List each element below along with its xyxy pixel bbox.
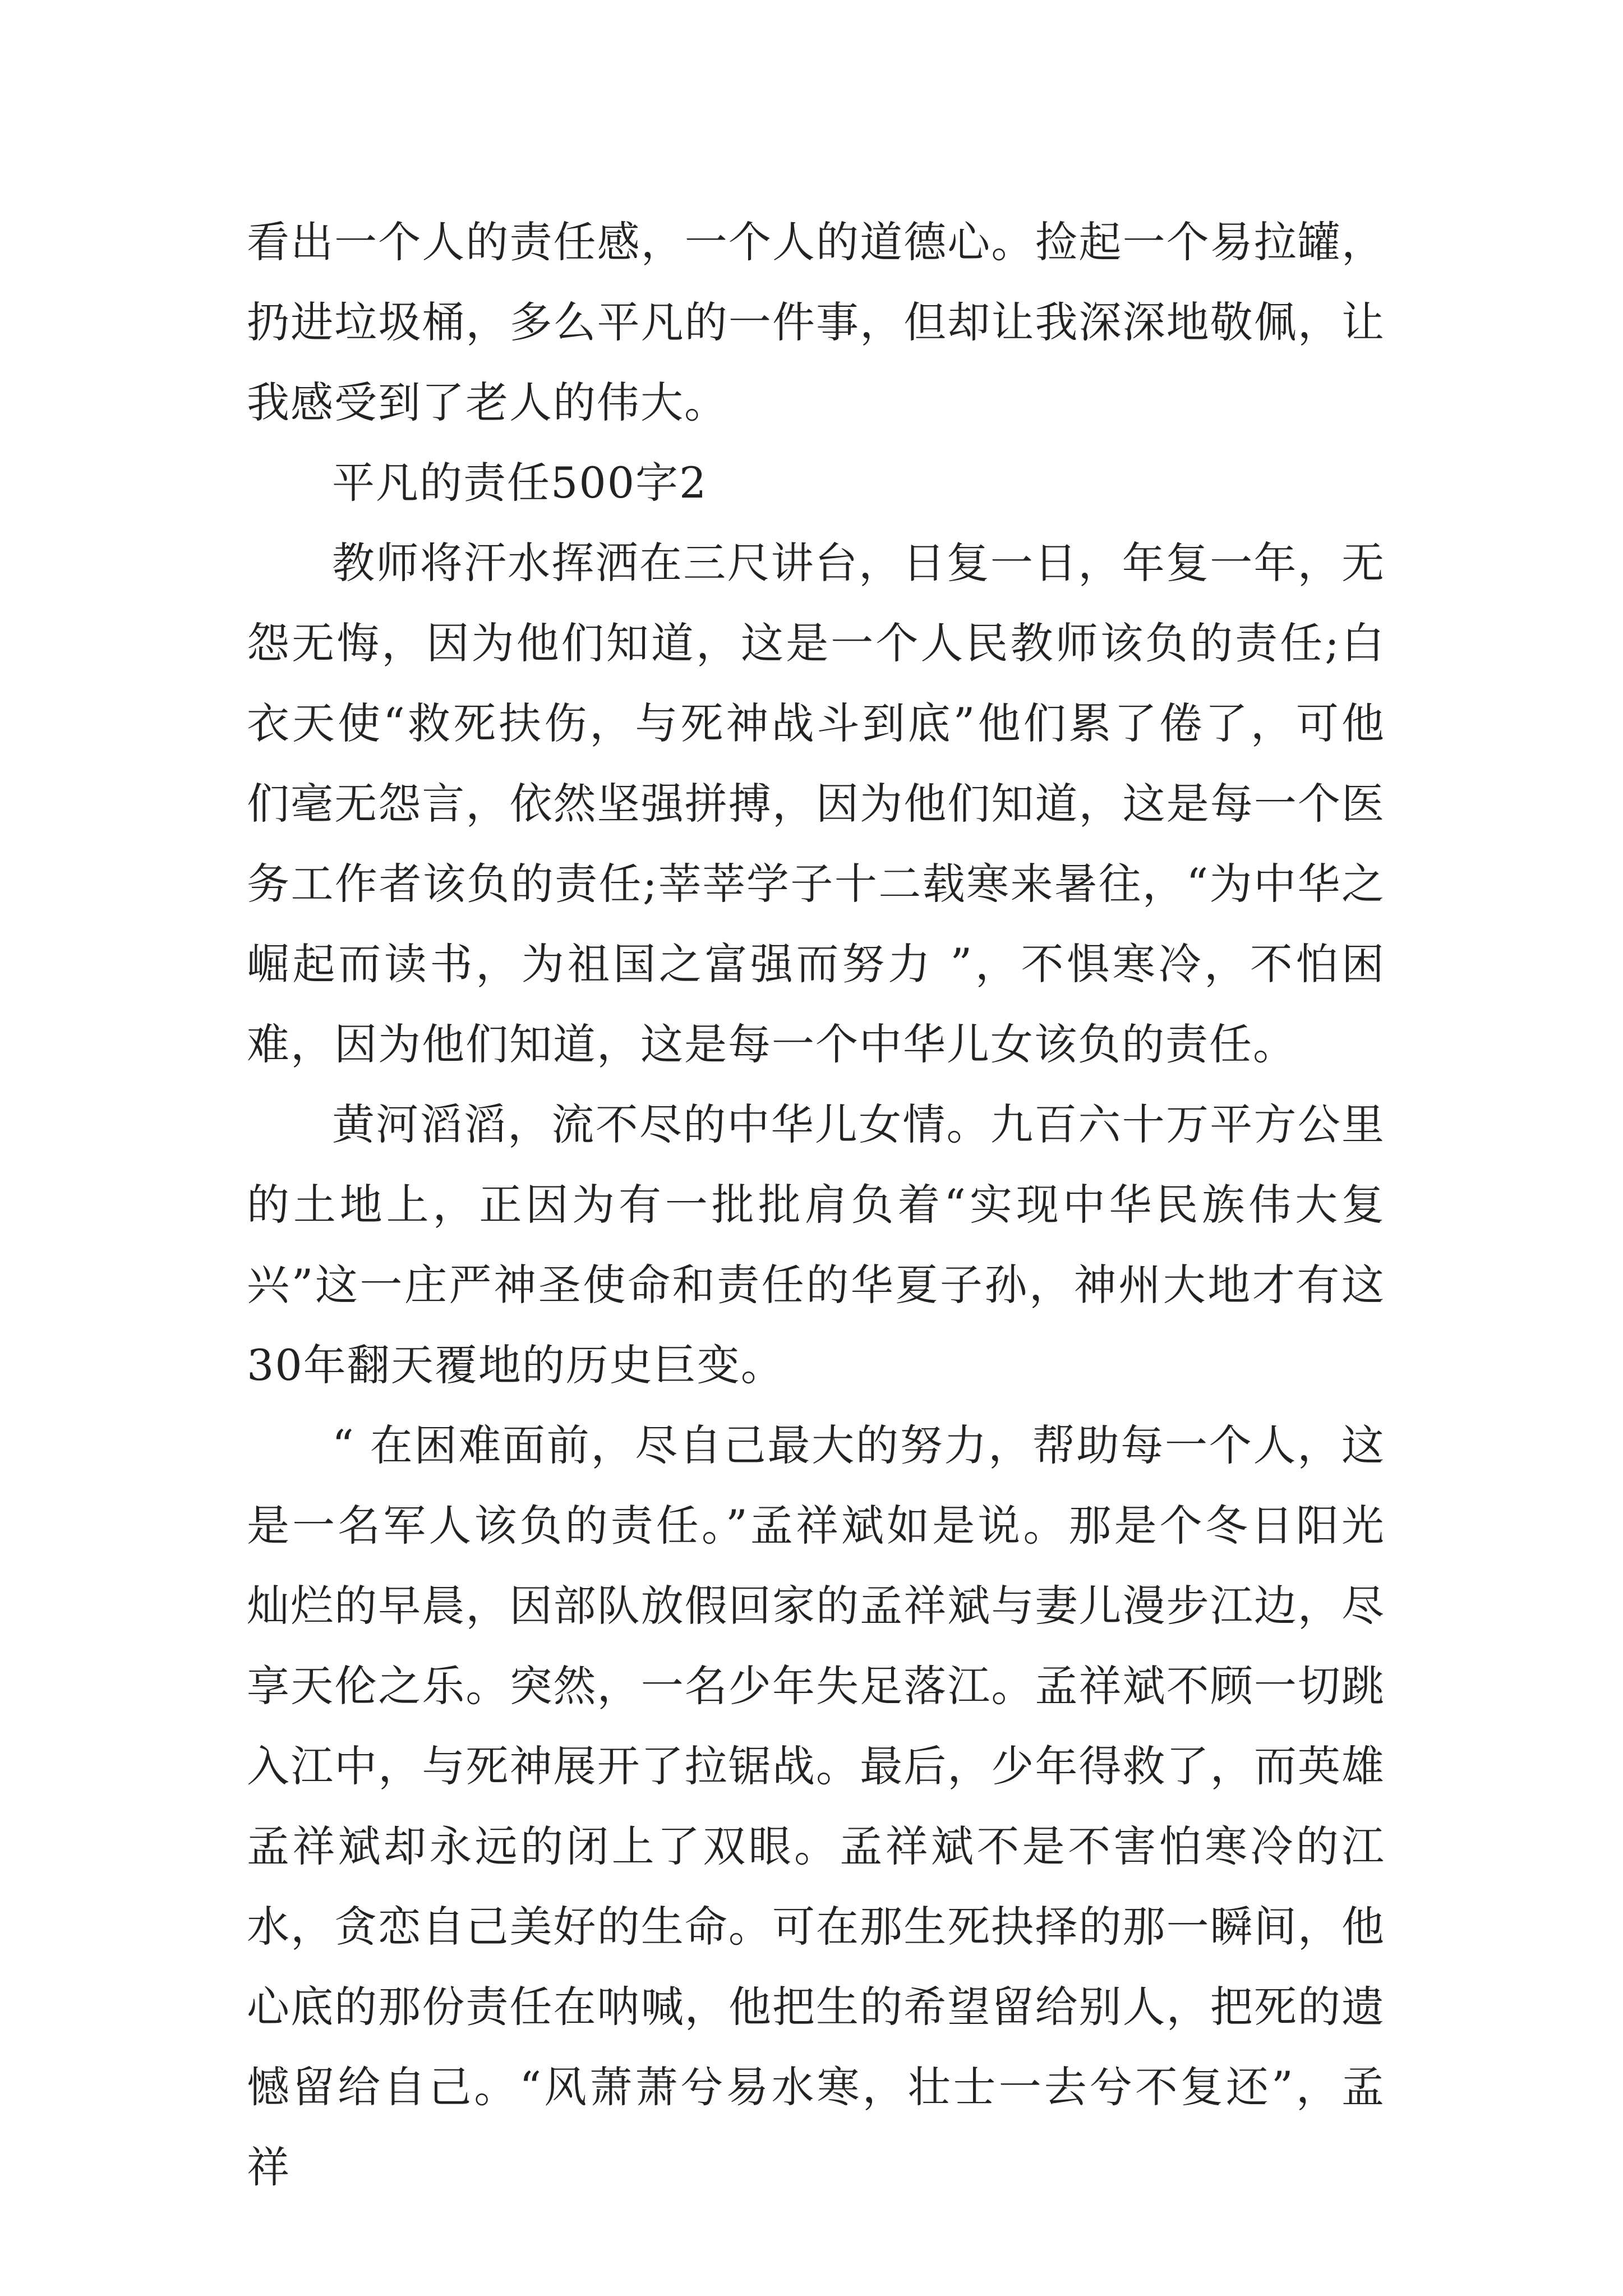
section-heading: 平凡的责任500字2	[332, 458, 708, 508]
document-body	[247, 202, 1385, 2207]
paragraph-yellow-river: 黄河滔滔，流不尽的中华儿女情。九百六十万平方公里的土地上，正因为有一批批肩负着“实现中华民族伟大复兴”这一庄严神圣使命和责任的华夏子孙，神州大地才有这30年翻天覆地的历史巨变。	[247, 1099, 1385, 1390]
paragraph-teachers: 教师将汗水挥洒在三尺讲台，日复一日，年复一年，无怨无悔，因为他们知道，这是一个人民教师该负的责任;白衣天使“救死扶伤，与死神战斗到底”他们累了倦了，可他们毫无怨言，依然坚强拼搏，因为他们知道，这是每一个医务工作者该负的责任;莘莘学子十二载寒来暑往，“为中华之崛起而读书，为祖国之富强而努力 ”，不惧寒冷，不怕困难，因为他们知道，这是每一个中华儿女该负的责任。	[247, 538, 1385, 1069]
intro-paragraph: 看出一个人的责任感，一个人的道德心。捡起一个易拉罐，扔进垃圾桶，多么平凡的一件事，但却让我深深地敬佩，让我感受到了老人的伟大。	[247, 217, 1385, 427]
paragraph-soldier: “ 在困难面前，尽自己最大的努力，帮助每一个人，这是一名军人该负的责任。”孟祥斌如是说。那是个冬日阳光灿烂的早晨，因部队放假回家的孟祥斌与妻儿漫步江边，尽享天伦之乐。突然，一名少年失足落江。孟祥斌不顾一切跳入江中，与死神展开了拉锯战。最后，少年得救了，而英雄孟祥斌却永远的闭上了双眼。孟祥斌不是不害怕寒冷的江水，贪恋自己美好的生命。可在那生死抉择的那一瞬间，他心底的那份责任在呐喊，他把生的希望留给别人，把死的遗憾留给自己。“风萧萧兮易水寒，壮士一去兮不复还”，孟祥	[247, 1420, 1385, 2192]
